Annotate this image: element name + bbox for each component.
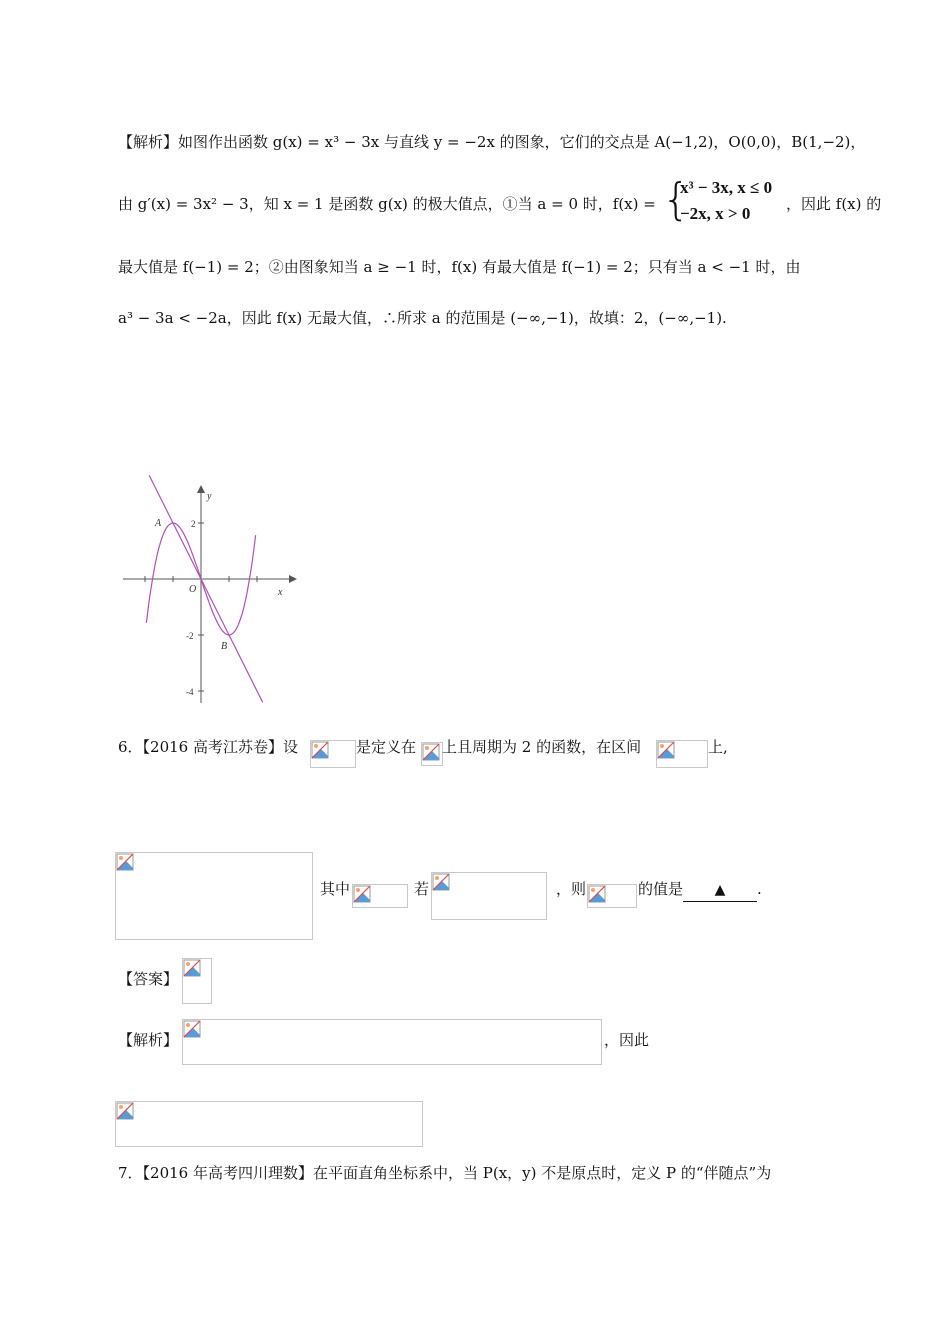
broken-image-icon — [657, 741, 675, 759]
formula-image-fx — [310, 740, 356, 768]
y-tick-label-neg4: -4 — [186, 687, 194, 697]
problem6-value — [638, 878, 762, 902]
problem6-period: . — [757, 880, 762, 898]
formula-image-analysis — [182, 1019, 602, 1065]
formula-image-interval — [656, 740, 708, 768]
solution-line-3-text: 最大值是 f(−1) = 2；②由图象知当 a ≥ −1 时，f(x) 有最大值是 f(−1) = 2；只有当 a < −1 时，由 — [118, 258, 801, 276]
broken-image-icon — [116, 1102, 134, 1120]
solution-line-3 — [118, 256, 800, 278]
answer-blank — [683, 878, 757, 902]
piecewise-brace: { — [662, 174, 690, 225]
broken-image-icon — [432, 873, 450, 891]
formula-image-result — [115, 1101, 423, 1147]
problem6-line — [118, 736, 298, 758]
problem6-intro: 6．【2016 高考江苏卷】设 — [118, 738, 298, 756]
formula-image-f5a — [587, 884, 637, 908]
problem6-if-text: 若 — [414, 880, 430, 898]
analysis-label: 【解析】 — [118, 1031, 179, 1049]
formula-image-piecewise — [115, 852, 313, 940]
formula-image-R — [421, 742, 443, 766]
problem6-t2 — [442, 736, 641, 758]
problem6-t3 — [708, 736, 728, 758]
problem6-then — [556, 878, 586, 900]
solution-line-1-text: 【解析】如图作出函数 g(x) = x³ − 3x 与直线 y = −2x 的图象，它们的交点是 A(−1,2)，O(0,0)，B(1,−2)， — [118, 133, 866, 151]
broken-image-icon — [183, 1020, 201, 1038]
broken-image-icon — [353, 885, 371, 903]
solution-line-2 — [118, 193, 656, 215]
problem6-t1 — [356, 736, 416, 758]
piecewise-case-top: x³ − 3x, x ≤ 0 — [680, 178, 773, 197]
problem6-answer-label — [118, 968, 178, 990]
problem6-therefore — [604, 1029, 649, 1051]
broken-image-icon — [183, 959, 201, 977]
origin-label: O — [189, 584, 197, 595]
solution-line-4-text: a³ − 3a < −2a，因此 f(x) 无最大值，∴所求 a 的范围是 (−∞,−1)，故填：2，(−∞,−1). — [118, 309, 727, 327]
solution-line-2-pre: 由 g′(x) = 3x² − 3，知 x = 1 是函数 g(x) 的极大值点，①当 a = 0 时，f(x) = — [118, 195, 656, 213]
line-y-neg2x — [149, 475, 262, 702]
y-axis-label: y — [207, 491, 212, 502]
problem6-t1-text: 是定义在 — [356, 738, 417, 756]
y-tick-label-2: 2 — [191, 519, 196, 529]
y-tick-label-neg2: -2 — [186, 631, 194, 641]
answer-label: 【答案】 — [118, 970, 179, 988]
problem6-where-text: 其中 — [320, 880, 351, 898]
problem7-line — [118, 1162, 771, 1184]
therefore-text: ，因此 — [604, 1031, 650, 1049]
problem6-where — [320, 878, 350, 900]
point-a-label: A — [155, 518, 162, 529]
formula-image-a-in-R — [352, 884, 408, 908]
broken-image-icon — [588, 885, 606, 903]
solution-line-2-tail — [786, 193, 881, 215]
piecewise-case-bottom: −2x, x > 0 — [680, 204, 751, 223]
solution-line-2-post: ，因此 f(x) 的 — [786, 195, 882, 213]
triangle-icon: ▲ — [714, 882, 726, 898]
broken-image-icon — [311, 741, 329, 759]
solution-line-1 — [118, 131, 865, 153]
problem6-if — [414, 878, 429, 900]
broken-image-icon — [422, 743, 440, 761]
problem6-analysis-label — [118, 1029, 178, 1051]
problem6-then-text: ，则 — [556, 880, 587, 898]
problem6-t3-text: 上, — [708, 738, 728, 756]
problem6-value-text: 的值是 — [638, 880, 684, 898]
function-graph — [115, 475, 305, 715]
formula-image-answer — [182, 958, 212, 1004]
problem7-text: 7．【2016 年高考四川理数】在平面直角坐标系中，当 P(x，y) 不是原点时，定义 P 的“伴随点”为 — [118, 1164, 772, 1182]
formula-image-condition — [431, 872, 547, 920]
broken-image-icon — [116, 853, 134, 871]
solution-line-4 — [118, 307, 727, 329]
x-axis-label: x — [278, 587, 283, 598]
point-b-label: B — [221, 641, 228, 652]
problem6-t2-text: 上且周期为 2 的函数，在区间 — [442, 738, 642, 756]
